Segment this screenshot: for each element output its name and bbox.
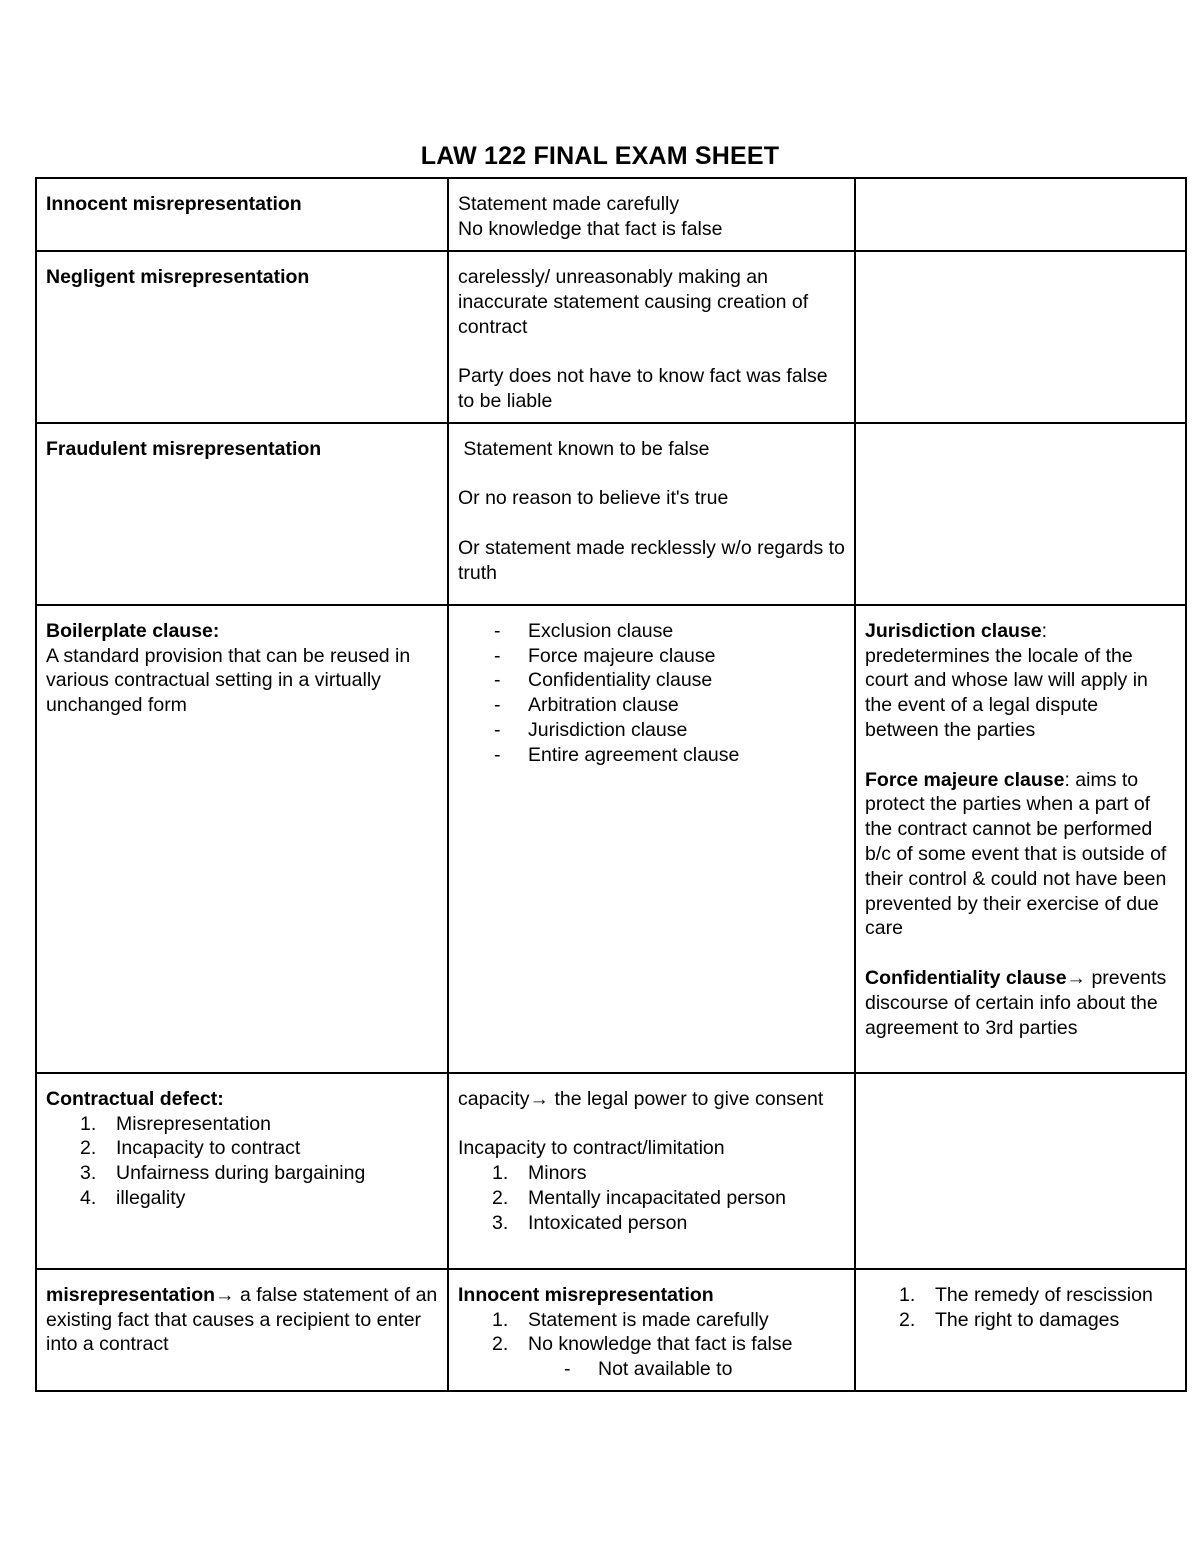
innocent-list xyxy=(458,1308,845,1358)
table-row xyxy=(36,251,1186,423)
term-title: Contractual defect: xyxy=(46,1087,224,1110)
definition-paragraph: capacity→ the legal power to give consent xyxy=(458,1087,824,1110)
definition-line: No knowledge that fact is false xyxy=(458,217,723,240)
page-title: LAW 122 FINAL EXAM SHEET xyxy=(420,142,780,170)
clause-note: Jurisdiction clause: predetermines the locale of the court and whose law will apply in the event of a legal dispute between the parties xyxy=(865,619,1148,741)
term-title: Innocent misrepresentation xyxy=(46,193,302,215)
clause-list xyxy=(458,619,845,768)
table-row xyxy=(36,605,1186,1073)
cell-notes xyxy=(855,178,1186,251)
list-item: 1. Statement is made carefully xyxy=(492,1308,769,1331)
list-item: 2. Mentally incapacitated person xyxy=(492,1186,786,1209)
table-row xyxy=(36,1269,1186,1391)
cell-notes xyxy=(855,251,1186,423)
definition-paragraph: Or statement made recklessly w/o regards to truth xyxy=(458,536,845,584)
definition-paragraph: Statement known to be false xyxy=(458,437,710,460)
list-item: 3. Intoxicated person xyxy=(492,1211,688,1234)
clause-text: aims to protect the parties when a part of the contract cannot be performed b/c of some event that is outside of their control & could not have been prevented by their exercise of due care xyxy=(865,768,1167,940)
cell-definition xyxy=(448,178,855,251)
term-title: misrepresentation xyxy=(46,1283,216,1306)
clause-term: Force majeure clause xyxy=(865,768,1065,791)
remedy-list xyxy=(865,1283,1176,1333)
sub-list xyxy=(458,1357,845,1382)
cell-definition xyxy=(448,605,855,1073)
list-item: - Exclusion clause xyxy=(494,619,674,642)
term-definition xyxy=(46,1283,438,1357)
table-row xyxy=(36,423,1186,605)
clause-term: Confidentiality clause→ xyxy=(865,966,1087,989)
cell-term xyxy=(36,251,448,423)
term-description: A standard provision that can be reused in various contractual setting in a virtually unchanged form xyxy=(46,644,411,717)
cell-term xyxy=(36,605,448,1073)
term-title: Negligent misrepresentation xyxy=(46,266,310,288)
list-item: 2. No knowledge that fact is false xyxy=(492,1333,793,1356)
cell-definition xyxy=(448,423,855,605)
list-item: - Confidentiality clause xyxy=(494,669,713,692)
cell-term xyxy=(36,178,448,251)
list-item: - Force majeure clause xyxy=(494,644,716,667)
list-item: 1. Misrepresentation xyxy=(80,1112,271,1135)
list-item: - Entire agreement clause xyxy=(494,743,740,766)
term-title: Boilerplate clause: xyxy=(46,619,220,642)
definition-paragraph: Incapacity to contract/limitation xyxy=(458,1137,725,1160)
list-item: 2. The right to damages xyxy=(899,1308,1120,1331)
list-item: 1. Minors xyxy=(492,1162,587,1185)
term-title: Fraudulent misrepresentation xyxy=(46,437,322,460)
list-item: 4. illegality xyxy=(80,1186,186,1209)
defect-list xyxy=(46,1112,438,1211)
list-item: 1. The remedy of rescission xyxy=(899,1283,1153,1306)
definition-paragraph: carelessly/ unreasonably making an inaccurate statement causing creation of contract xyxy=(458,266,809,338)
cell-definition xyxy=(448,251,855,423)
term-description: → a false statement of an existing fact that causes a recipient to enter into a contract xyxy=(46,1283,438,1356)
cell-term xyxy=(36,1073,448,1269)
cell-definition xyxy=(448,1073,855,1269)
cell-notes xyxy=(855,1269,1186,1391)
cell-definition xyxy=(448,1269,855,1391)
list-item: - Arbitration clause xyxy=(494,694,679,717)
cell-term xyxy=(36,1269,448,1391)
exam-table xyxy=(35,177,1187,1392)
clause-text: prevents discourse of certain info about the agreement to 3rd parties xyxy=(865,966,1167,1039)
cell-term xyxy=(36,423,448,605)
definition-line: Statement made carefully xyxy=(458,193,680,215)
list-item: 3. Unfairness during bargaining xyxy=(80,1162,366,1185)
cell-notes xyxy=(855,605,1186,1073)
list-item: 2. Incapacity to contract xyxy=(80,1137,301,1160)
clause-note: Force majeure clause: aims to protect the parties when a part of the contract cannot be performed b/c of some event that is outside of their control & could not have been prevented by their exercise of due care xyxy=(865,768,1167,940)
clause-note xyxy=(865,966,1176,1040)
table-row xyxy=(36,178,1186,251)
clause-term: Jurisdiction clause xyxy=(865,619,1042,642)
table-row xyxy=(36,1073,1186,1269)
definition-paragraph: Or no reason to believe it's true xyxy=(458,487,729,510)
list-item: - Jurisdiction clause xyxy=(494,718,688,741)
clause-text: predetermines the locale of the court and whose law will apply in the event of a legal dispute between the parties xyxy=(865,644,1148,741)
definition-paragraph: Party does not have to know fact was false to be liable xyxy=(458,365,828,412)
cell-notes xyxy=(855,1073,1186,1269)
cell-notes xyxy=(855,423,1186,605)
incapacity-list xyxy=(458,1161,845,1235)
definition-title: Innocent misrepresentation xyxy=(458,1283,714,1306)
list-item: - Not available to xyxy=(564,1358,733,1381)
